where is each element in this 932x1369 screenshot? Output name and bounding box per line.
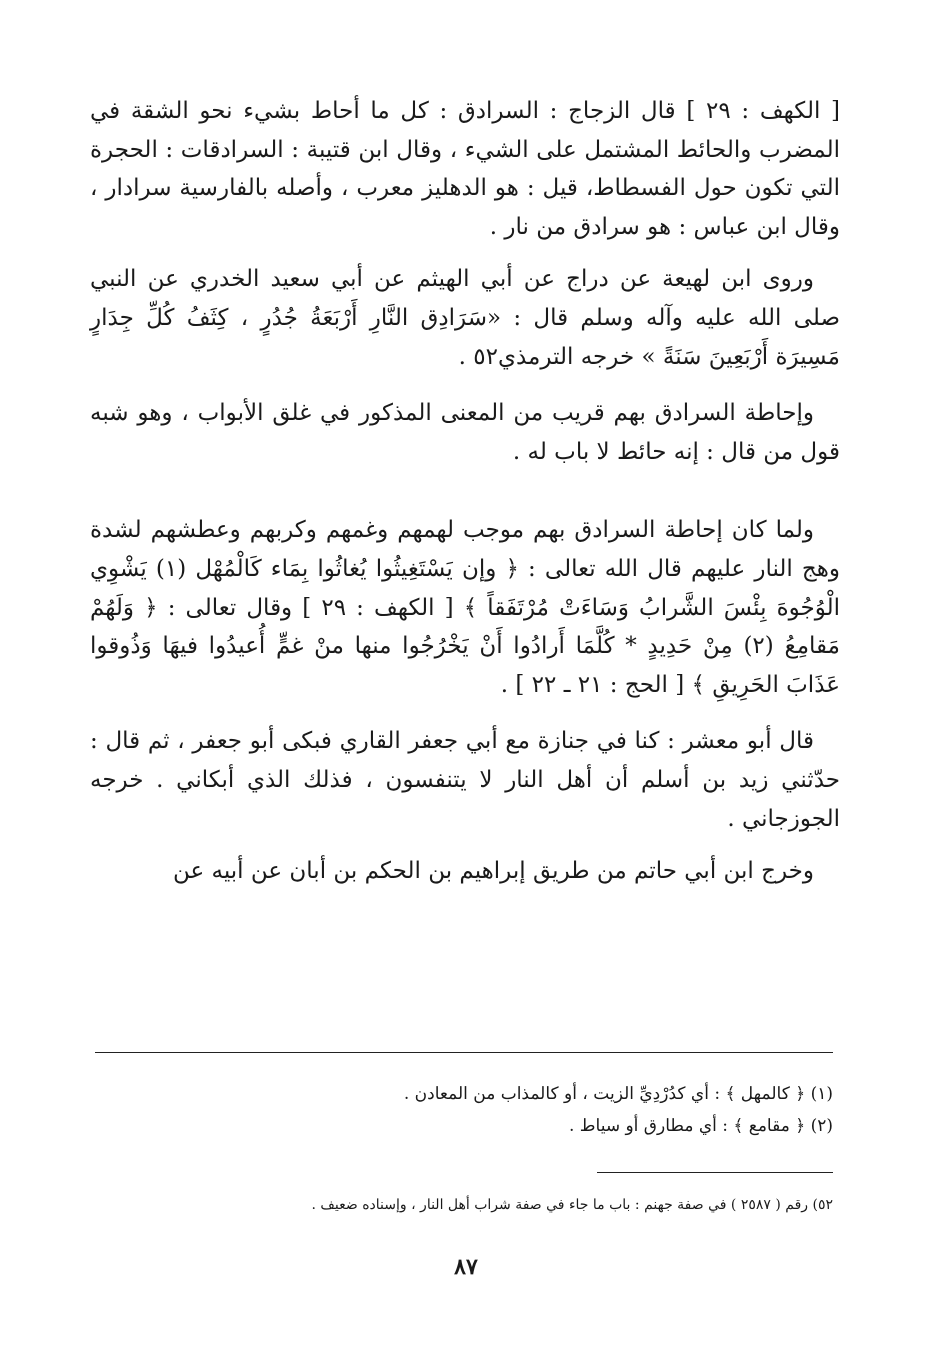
paragraph-4: ولما كان إحاطة السرادق بهم موجب لهمهم وغمهم وكربهم وعطشهم لشدة وهج النار عليهم قال الله تعالى : ﴿ وإن يَسْتَغِيثُوا يُغاثُوا بِمَاء كَالْمُهْل (١) يَشْوِي الْوُجُوهَ بِئْسَ الشَّرابُ وَسَاءَتْ مُرْتَفَقاً ﴾ [ الكهف : ٢٩ ] وقال تعالى : ﴿ وَلَهُمْ مَقامِعُ (٢) مِنْ حَدِيدٍ * كُلَّمَا أَرادُوا أَنْ يَخْرُجُوا منها منْ غمٍّ أُعيدُوا فيهَا وَذُوقوا عَذَابَ الحَرِيقِ ﴾ [ الحج : ٢١ ـ ٢٢ ] .	[90, 517, 841, 698]
page-number: ٨٧	[454, 1254, 478, 1280]
paragraph-1: [ الكهف : ٢٩ ] قال الزجاج : السرادق : كل ما أحاط بشيء نحو الشقة في المضرب والحائط المشتمل على الشيء ، وقال ابن قتيبة : السرادقات : الحجرة التي تكون حول الفسطاط، قيل : هو الدهليز معرب ، وأصله بالفارسية سرادار ، وقال ابن عباس : هو سرادق من نار .	[90, 98, 841, 240]
footnote-1: (١) ﴿ كالمهل ﴾ : أي كدُرْدِيِّ الزيت ، أو كالمذاب من المعادن .	[403, 1084, 833, 1104]
footnote-separator	[95, 1052, 833, 1053]
paragraph-5: قال أبو معشر : كنا في جنازة مع أبي جعفر القاري فبكى أبو جعفر ، ثم قال : حدّثني زيد بن أسلم أن أهل النار لا يتنفسون ، فذلك الذي أبكاني . خرجه الجوزجاني .	[90, 728, 840, 832]
footnotes	[95, 1078, 833, 1142]
paragraph-2: وروى ابن لهيعة عن دراج عن أبي الهيثم عن أبي سعيد الخدري عن النبي صلى الله عليه وآله وسلم قال : «سَرَادِق النَّارِ أَرْبَعَةُ جُدُرٍ ، كِثَفُ كُلِّ جِدَارٍ مَسِيرَة أَرْبَعِينَ سَنَةً » خرجه الترمذي٥٢ .	[90, 266, 840, 370]
endnote: ٥٢) رقم ( ٢٥٨٧ ) في صفة جهنم : باب ما جاء في صفة شراب أهل النار ، وإسناده ضعيف .	[311, 1197, 833, 1213]
endnote-separator	[597, 1172, 833, 1173]
main-text	[90, 92, 840, 905]
paragraph-3: وإحاطة السرادق بهم قريب من المعنى المذكور في غلق الأبواب ، وهو شبه قول من قال : إنه حائط لا باب له .	[90, 400, 840, 465]
footnote-2: (٢) ﴿ مقامع ﴾ : أي مطارق أو سياط .	[568, 1116, 833, 1136]
paragraph-6: وخرج ابن أبي حاتم من طريق إبراهيم بن الحكم بن أبان عن أبيه عن	[172, 858, 814, 885]
